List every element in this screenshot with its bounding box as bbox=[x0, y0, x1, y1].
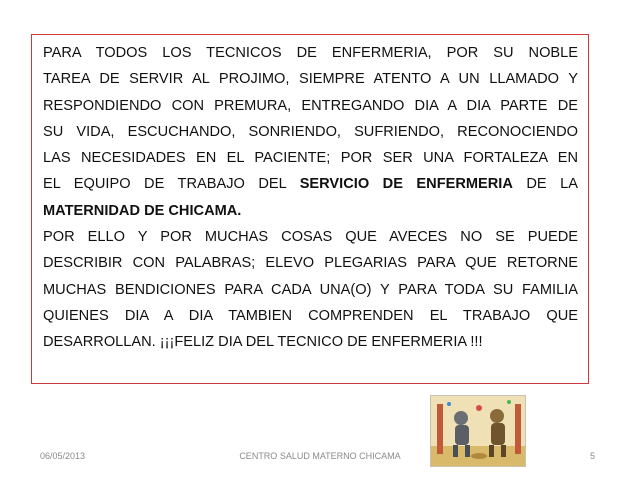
message-line-8: POR ELLO Y POR MUCHAS COSAS QUE AVECES NO SE PUEDE bbox=[43, 229, 578, 246]
message-line-4: SU VIDA, ESCUCHANDO, SONRIENDO, SUFRIENDO, RECONOCIENDO bbox=[43, 123, 578, 140]
line6-suffix: DE LA bbox=[512, 176, 578, 193]
message-textbox bbox=[31, 34, 589, 384]
footer-date: 06/05/2013 bbox=[40, 451, 86, 461]
celebration-clipart bbox=[430, 395, 526, 467]
message-line-5: LAS NECESIDADES EN EL PACIENTE; POR SER UNA FORTALEZA EN bbox=[43, 150, 578, 167]
maternity-name: MATERNIDAD DE CHICAMA. bbox=[43, 202, 242, 219]
message-line-6 bbox=[43, 171, 578, 197]
line6-prefix: EL EQUIPO DE TRABAJO DEL bbox=[43, 176, 300, 193]
celebration-icon bbox=[431, 396, 526, 467]
service-name: SERVICIO DE ENFERMERIA bbox=[299, 176, 513, 193]
message-line-10: MUCHAS BENDICIONES PARA CADA UNA(O) Y PARA TODA SU FAMILIA bbox=[43, 281, 578, 298]
message-line-9: DESCRIBIR CON PALABRAS; ELEVO PLEGARIAS PARA QUE RETORNE bbox=[43, 255, 578, 272]
message-line-12: DESARROLLAN. ¡¡¡FELIZ DIA DEL TECNICO DE ENFERMERIA !!! bbox=[43, 334, 483, 351]
message-line-2: TAREA DE SERVIR AL PROJIMO, SIEMPRE ATENTO A UN LLAMADO Y bbox=[43, 71, 578, 88]
message-line-11: QUIENES DIA A DIA TAMBIEN COMPRENDEN EL TRABAJO QUE bbox=[43, 307, 578, 324]
slide-number: 5 bbox=[590, 451, 596, 461]
footer-organization: CENTRO SALUD MATERNO CHICAMA bbox=[239, 451, 401, 461]
message-line-3: RESPONDIENDO CON PREMURA, ENTREGANDO DIA A DIA PARTE DE bbox=[43, 97, 578, 114]
message-line-1: PARA TODOS LOS TECNICOS DE ENFERMERIA, POR SU NOBLE bbox=[43, 45, 578, 61]
